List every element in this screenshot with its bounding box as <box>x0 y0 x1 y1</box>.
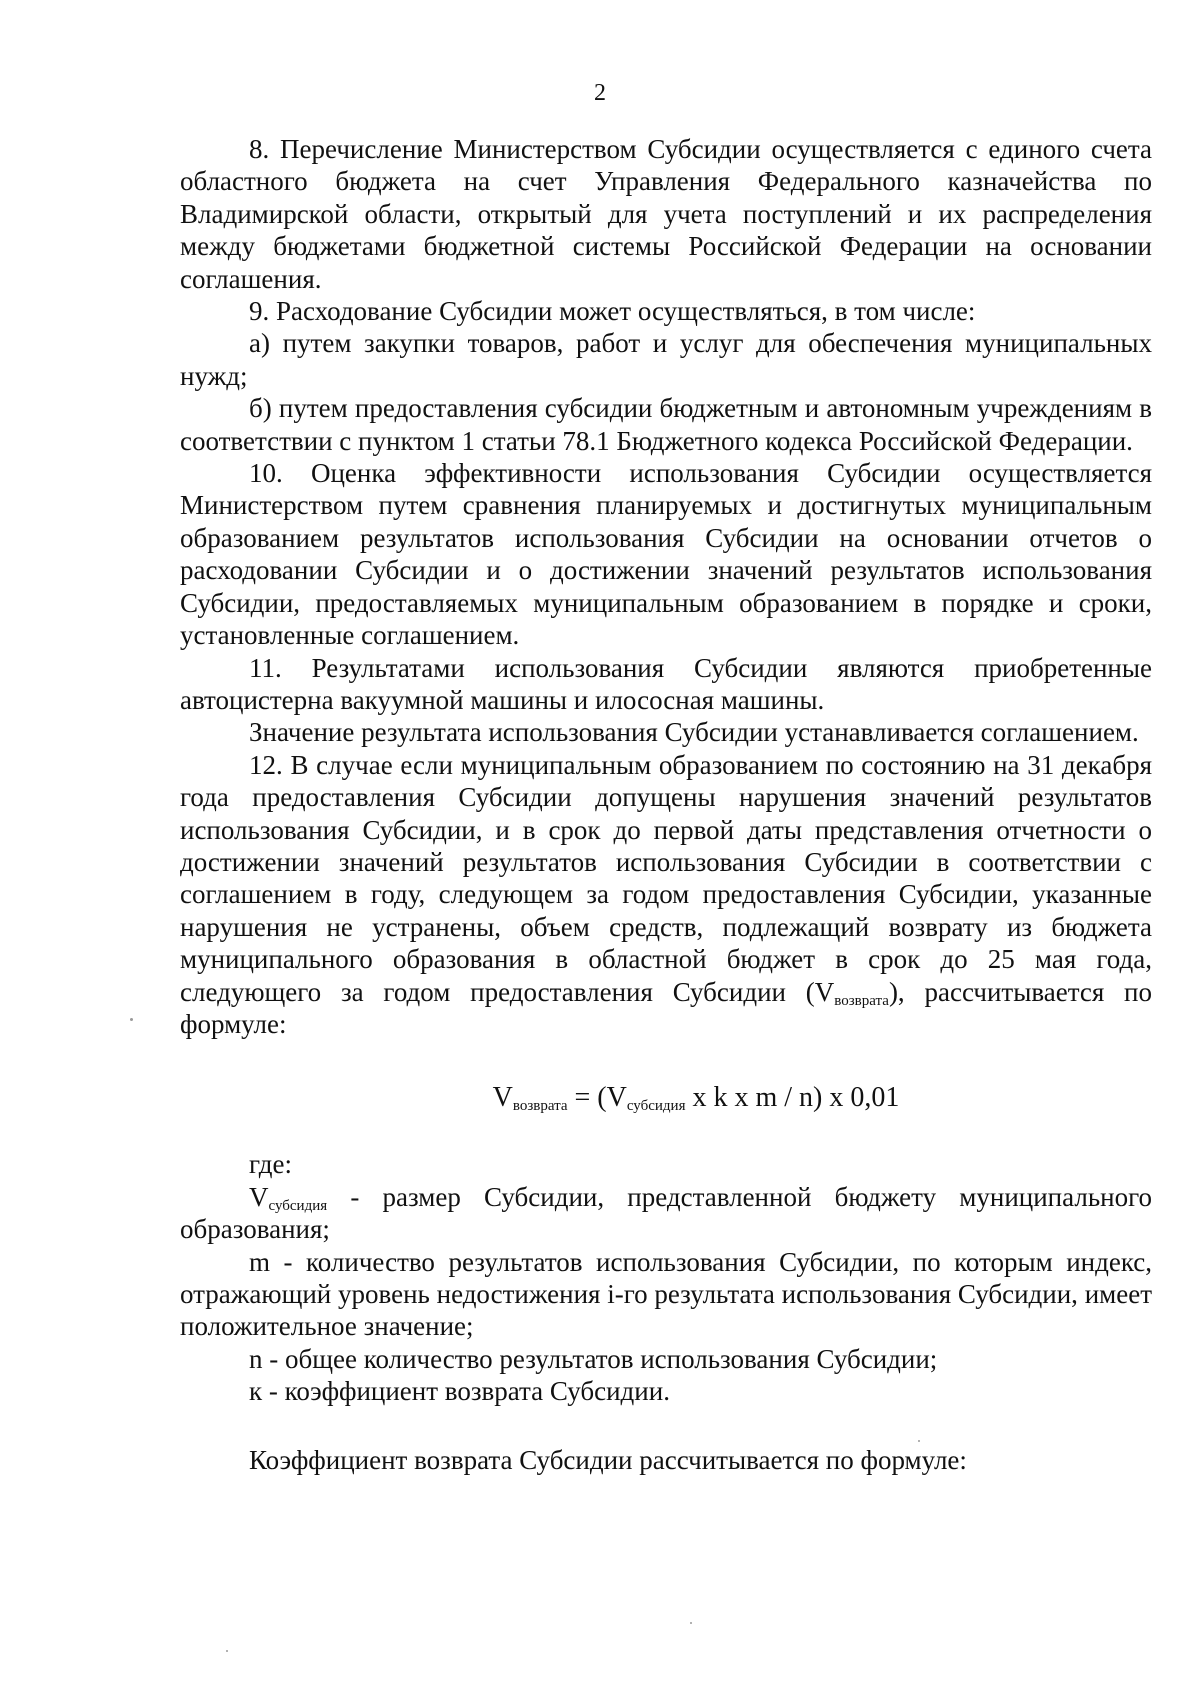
formula-equals-open: = (V <box>567 1082 627 1114</box>
formula-rhs-subscript: субсидия <box>626 1098 686 1115</box>
paragraph-10: 10. Оценка эффективности использования Субсидии осуществляется Министерством путем сравнения планируемых и достигнутых муниципальным образованием результатов использования Субсидии на основании отчетов о расходовании Субсидии и о достижении значений результатов использования Субсидии, предоставляемых муниципальным образованием в порядке и сроки, установленные соглашением. <box>180 458 1152 651</box>
legend-v-description: - размер Субсидии, представленной бюджету муниципального образования; <box>180 1181 1152 1245</box>
refund-formula <box>180 1080 1152 1116</box>
closing-line: Коэффициент возврата Субсидии рассчитывается по формуле: <box>249 1444 967 1475</box>
legend-v-subsidy <box>180 1181 1152 1246</box>
formula-lhs-subscript: возврата <box>512 1098 568 1115</box>
paragraph-11: 11. Результатами использования Субсидии являются приобретенные автоцистерна вакуумной машины и илососная машины. <box>180 652 1152 715</box>
paragraph-11-value: Значение результата использования Субсидии устанавливается соглашением. <box>249 717 1139 748</box>
paragraph-9a: а) путем закупки товаров, работ и услуг для обеспечения муниципальных нужд; <box>180 328 1152 391</box>
scan-speck <box>690 1622 692 1624</box>
scan-speck <box>918 1440 920 1442</box>
vertical-spacer <box>180 1408 1152 1444</box>
paragraph-12-text: 12. В случае если муниципальным образованием по состоянию на 31 декабря года предоставления Субсидии допущены нарушения значений результатов использования Субсидии, и в срок до первой даты представления отчетности о достижении значений результатов использования Субсидии в соответствии с соглашением в году, следующем за годом предоставления Субсидии, указанные нарушения не устранены, объем средств, подлежащий возврату из бюджета муниципального образования в областной бюджет в срок до 25 мая года, следующего за годом предоставления Субсидии (V <box>180 749 1152 1007</box>
paragraph-12 <box>180 749 1152 1041</box>
scan-speck <box>226 1650 228 1652</box>
paragraph-12-subscript: возврата <box>834 992 889 1009</box>
page-number: 2 <box>594 80 606 106</box>
legend-m: m - количество результатов использования Субсидии, по которым индекс, отражающий уровень недостижения i-го результата использования Субсидии, имеет положительное значение; <box>180 1246 1152 1342</box>
scan-speck <box>130 1018 133 1021</box>
formula-rest: x k x m / n) x 0,01 <box>685 1082 900 1114</box>
paragraph-9: 9. Расходование Субсидии может осуществляться, в том числе: <box>249 296 976 327</box>
formula-lhs-symbol: V <box>492 1082 513 1114</box>
legend-k: к - коэффициент возврата Субсидии. <box>249 1376 670 1407</box>
legend-v-symbol: V <box>249 1181 269 1212</box>
paragraph-12-end: ), рассчитывается по формуле: <box>180 976 1152 1039</box>
legend-where: где: <box>249 1149 292 1180</box>
paragraph-9b: б) путем предоставления субсидии бюджетным и автономным учреждениям в соответствии с пунктом 1 статьи 78.1 Бюджетного кодекса Российской Федерации. <box>180 393 1152 456</box>
paragraph-8: 8. Перечисление Министерством Субсидии осуществляется с единого счета областного бюджета на счет Управления Федерального казначейства по Владимирской области, открытый для учета поступлений и их распределения между бюджетами бюджетной системы Российской Федерации на основании соглашения. <box>180 134 1152 294</box>
legend-n: n - общее количество результатов использования Субсидии; <box>249 1343 938 1374</box>
legend-v-subscript: субсидия <box>268 1197 328 1214</box>
document-body <box>180 133 1152 1476</box>
